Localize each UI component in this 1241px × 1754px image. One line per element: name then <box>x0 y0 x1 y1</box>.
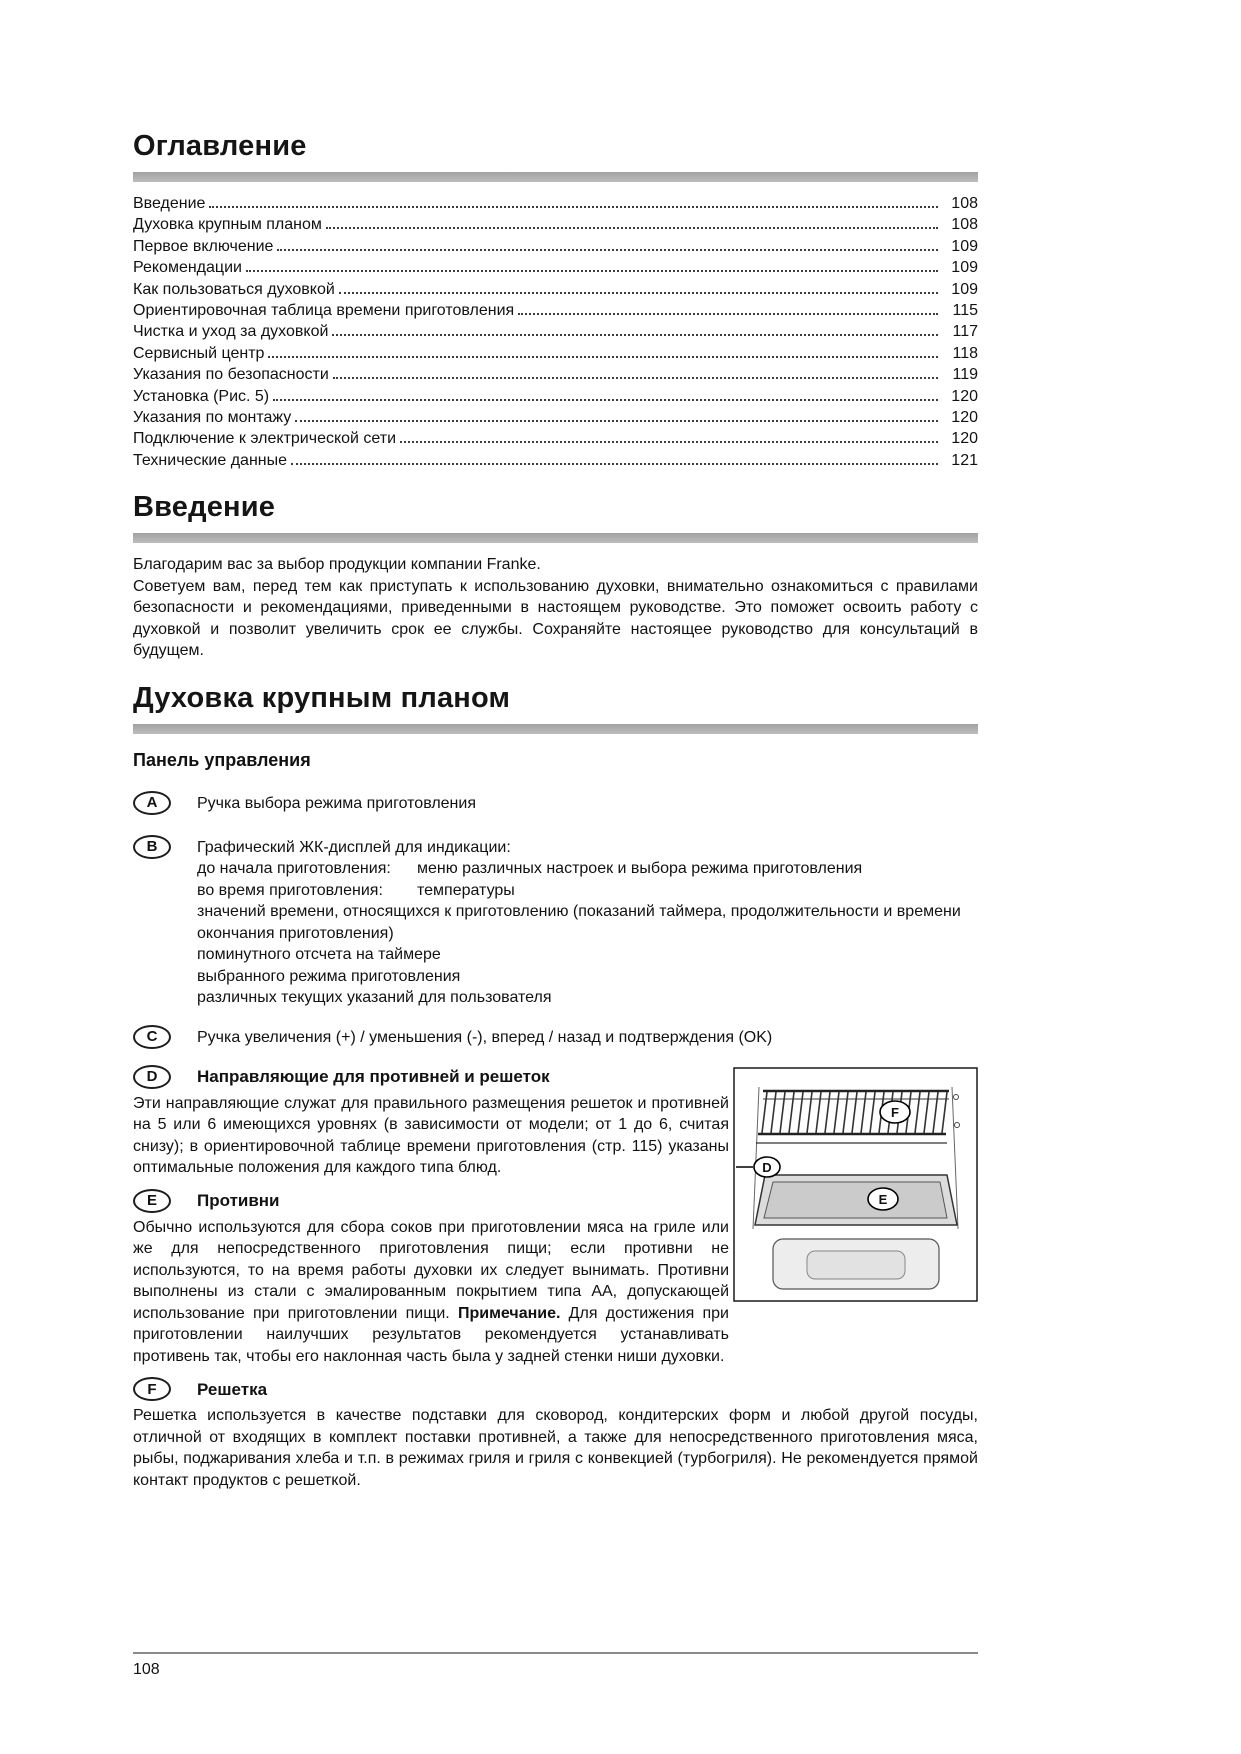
letter-badge-d: D <box>133 1065 171 1089</box>
toc-entry-page: 121 <box>951 451 978 469</box>
section-divider-bar <box>133 533 978 543</box>
toc-entry-label: Установка (Рис. 5) <box>133 387 270 405</box>
table-of-contents <box>133 193 978 471</box>
toc-entry-page: 108 <box>951 216 978 234</box>
panel-item-e-heading-row <box>133 1189 729 1213</box>
toc-dot-leader <box>277 238 938 251</box>
lcd-display-line <box>197 880 978 902</box>
toc-entry-label: Как пользоваться духовкой <box>133 280 335 298</box>
rails-and-trays-block <box>133 1065 978 1368</box>
trays-text-before-note: Обычно используются для сбора соков при приготовлении мяса на гриле или же для непосредственного приготовления пищи; если противни не используются, то на время работы духовки их следует вынимать. Противни выполнены из стали с эмалированным покрытием типа АА, допускающей использование при приготовлении пищи. <box>133 1218 729 1322</box>
section-divider-bar <box>133 724 978 734</box>
toc-dot-leader <box>518 302 938 315</box>
toc-entry-page: 109 <box>951 280 978 298</box>
toc-entry <box>133 450 978 471</box>
toc-entry-label: Указания по безопасности <box>133 366 329 384</box>
toc-dot-leader <box>246 259 938 272</box>
intro-section <box>133 491 978 662</box>
page-content <box>133 130 978 1491</box>
rails-paragraph: Эти направляющие служат для правильного размещения решеток и противней на 5 или 6 имеющихся уровнях (в зависимости от модели; от 1 до 6, считая снизу); в ориентировочной таблице времени приготовления (стр. 115) указаны оптимальные положения для каждого типа блюд. <box>133 1094 729 1177</box>
letter-badge-a: A <box>133 791 171 815</box>
toc-entry <box>133 279 978 300</box>
figure-label-e: E <box>878 1191 888 1207</box>
toc-entry-page: 115 <box>952 302 978 320</box>
toc-dot-leader <box>268 345 938 358</box>
toc-dot-leader <box>339 281 938 294</box>
toc-entry-label: Подключение к электрической сети <box>133 430 397 448</box>
panel-item-b-text <box>197 835 978 1009</box>
grid-paragraph: Решетка используется в качестве подставки для сковород, кондитерских форм и любой другой посуды, отличной от входящих в комплект поставки противней, а также для непосредственного приготовления мяса, рыбы, поджаривания хлеба и т.п. в режимах гриля и гриля с конвекцией (турбогриля). Не рекомендуется прямой контакт продуктов с решеткой. <box>133 1407 978 1489</box>
toc-entry <box>133 236 978 257</box>
figure-label-f: F <box>891 1104 899 1120</box>
toc-entry-label: Технические данные <box>133 451 288 469</box>
toc-entry <box>133 300 978 321</box>
oven-interior-figure <box>733 1067 978 1302</box>
toc-entry <box>133 407 978 428</box>
toc-entry-page: 120 <box>951 430 978 448</box>
letter-badge-f: F <box>133 1377 171 1401</box>
trays-note-label: Примечание. <box>457 1304 561 1322</box>
trays-paragraph <box>133 1217 729 1368</box>
toc-entry <box>133 343 978 364</box>
lcd-line-label: во время приготовления: <box>197 881 383 899</box>
oven-floor <box>773 1239 939 1289</box>
lcd-line-value: меню различных настроек и выбора режима приготовления <box>417 860 863 878</box>
oven-interior-illustration <box>733 1067 978 1302</box>
toc-entry-label: Духовка крупным планом <box>133 216 322 234</box>
panel-item-c-text: Ручка увеличения (+) / уменьшения (-), вперед / назад и подтверждения (OK) <box>197 1028 773 1046</box>
toc-entry-label: Рекомендации <box>133 259 242 277</box>
toc-entry-page: 118 <box>952 344 978 362</box>
toc-entry <box>133 321 978 342</box>
toc-entry-page: 109 <box>951 237 978 255</box>
section-divider-bar <box>133 172 978 182</box>
oven-tray <box>755 1175 957 1225</box>
toc-entry <box>133 193 978 214</box>
toc-dot-leader <box>400 430 938 443</box>
toc-dot-leader <box>332 323 938 336</box>
toc-dot-leader <box>291 452 938 465</box>
toc-entry-page: 120 <box>951 409 978 427</box>
toc-entry <box>133 214 978 235</box>
lcd-display-line: выбранного режима приготовления <box>197 967 461 985</box>
letter-badge-c: C <box>133 1025 171 1049</box>
toc-entry <box>133 364 978 385</box>
lcd-display-line: различных текущих указаний для пользователя <box>197 989 552 1007</box>
intro-paragraph-2: Советуем вам, перед тем как приступать к использованию духовки, внимательно ознакомиться с правилами безопасности и рекомендациями, приведенными в настоящем руководстве. Это поможет освоить работу с духовкой и позволит увеличить срок ее службы. Сохраняйте настоящее руководство для консультаций в будущем. <box>133 577 978 660</box>
panel-item-a-text: Ручка выбора режима приготовления <box>197 794 476 812</box>
toc-entry-page: 120 <box>951 387 978 405</box>
toc-entry-label: Ориентировочная таблица времени приготовления <box>133 302 515 320</box>
toc-dot-leader <box>273 388 938 401</box>
toc-dot-leader <box>295 409 938 422</box>
toc-entry-page: 117 <box>952 323 978 341</box>
letter-badge-e: E <box>133 1189 171 1213</box>
lcd-line-label: до начала приготовления: <box>197 860 391 878</box>
figure-label-d: D <box>762 1159 772 1175</box>
lcd-line-value: температуры <box>417 881 515 899</box>
toc-entry-page: 108 <box>951 195 978 212</box>
panel-item-c <box>133 1025 978 1049</box>
toc-entry-label: Сервисный центр <box>133 344 265 362</box>
toc-entry <box>133 257 978 278</box>
lcd-display-line <box>197 858 978 880</box>
letter-badge-b: B <box>133 835 171 859</box>
toc-entry-label: Чистка и уход за духовкой <box>133 323 329 341</box>
panel-item-d-heading-row <box>133 1065 729 1089</box>
oven-overview-title: Духовка крупным планом <box>133 681 511 714</box>
grid-heading: Решетка <box>197 1379 268 1399</box>
panel-item-f-heading-row <box>133 1377 978 1401</box>
trays-heading: Противни <box>197 1191 280 1211</box>
panel-item-a <box>133 791 978 815</box>
oven-overview-section <box>133 682 978 1492</box>
page-number: 108 <box>133 1661 160 1678</box>
toc-dot-leader <box>209 195 938 208</box>
toc-entry <box>133 428 978 449</box>
intro-paragraph-1: Благодарим вас за выбор продукции компании Franke. <box>133 556 541 574</box>
toc-entry-page: 119 <box>952 366 978 384</box>
toc-entry-label: Введение <box>133 195 206 212</box>
rails-heading: Направляющие для противней и решеток <box>197 1067 550 1087</box>
toc-dot-leader <box>326 216 938 229</box>
intro-title: Введение <box>133 491 276 524</box>
toc-entry <box>133 386 978 407</box>
toc-entry-page: 109 <box>951 259 978 277</box>
lcd-display-line: поминутного отсчета на таймере <box>197 946 441 964</box>
lcd-display-title: Графический ЖК-дисплей для индикации: <box>197 838 511 856</box>
toc-entry-label: Указания по монтажу <box>133 409 292 427</box>
control-panel-heading: Панель управления <box>133 749 311 770</box>
lcd-display-line: значений времени, относящихся к приготовлению (показаний таймера, продолжительности и времени окончания приготовления) <box>197 903 961 942</box>
toc-dot-leader <box>333 366 938 379</box>
toc-entry-label: Первое включение <box>133 237 274 255</box>
toc-title: Оглавление <box>133 130 307 162</box>
trays-text-after-note: Для достижения при приготовлении наилучших результатов рекомендуется устанавливать противень так, чтобы его наклонная часть была у задней стенки ниши духовки. <box>133 1304 729 1365</box>
page-footer <box>133 1652 978 1679</box>
panel-item-b <box>133 835 978 1009</box>
